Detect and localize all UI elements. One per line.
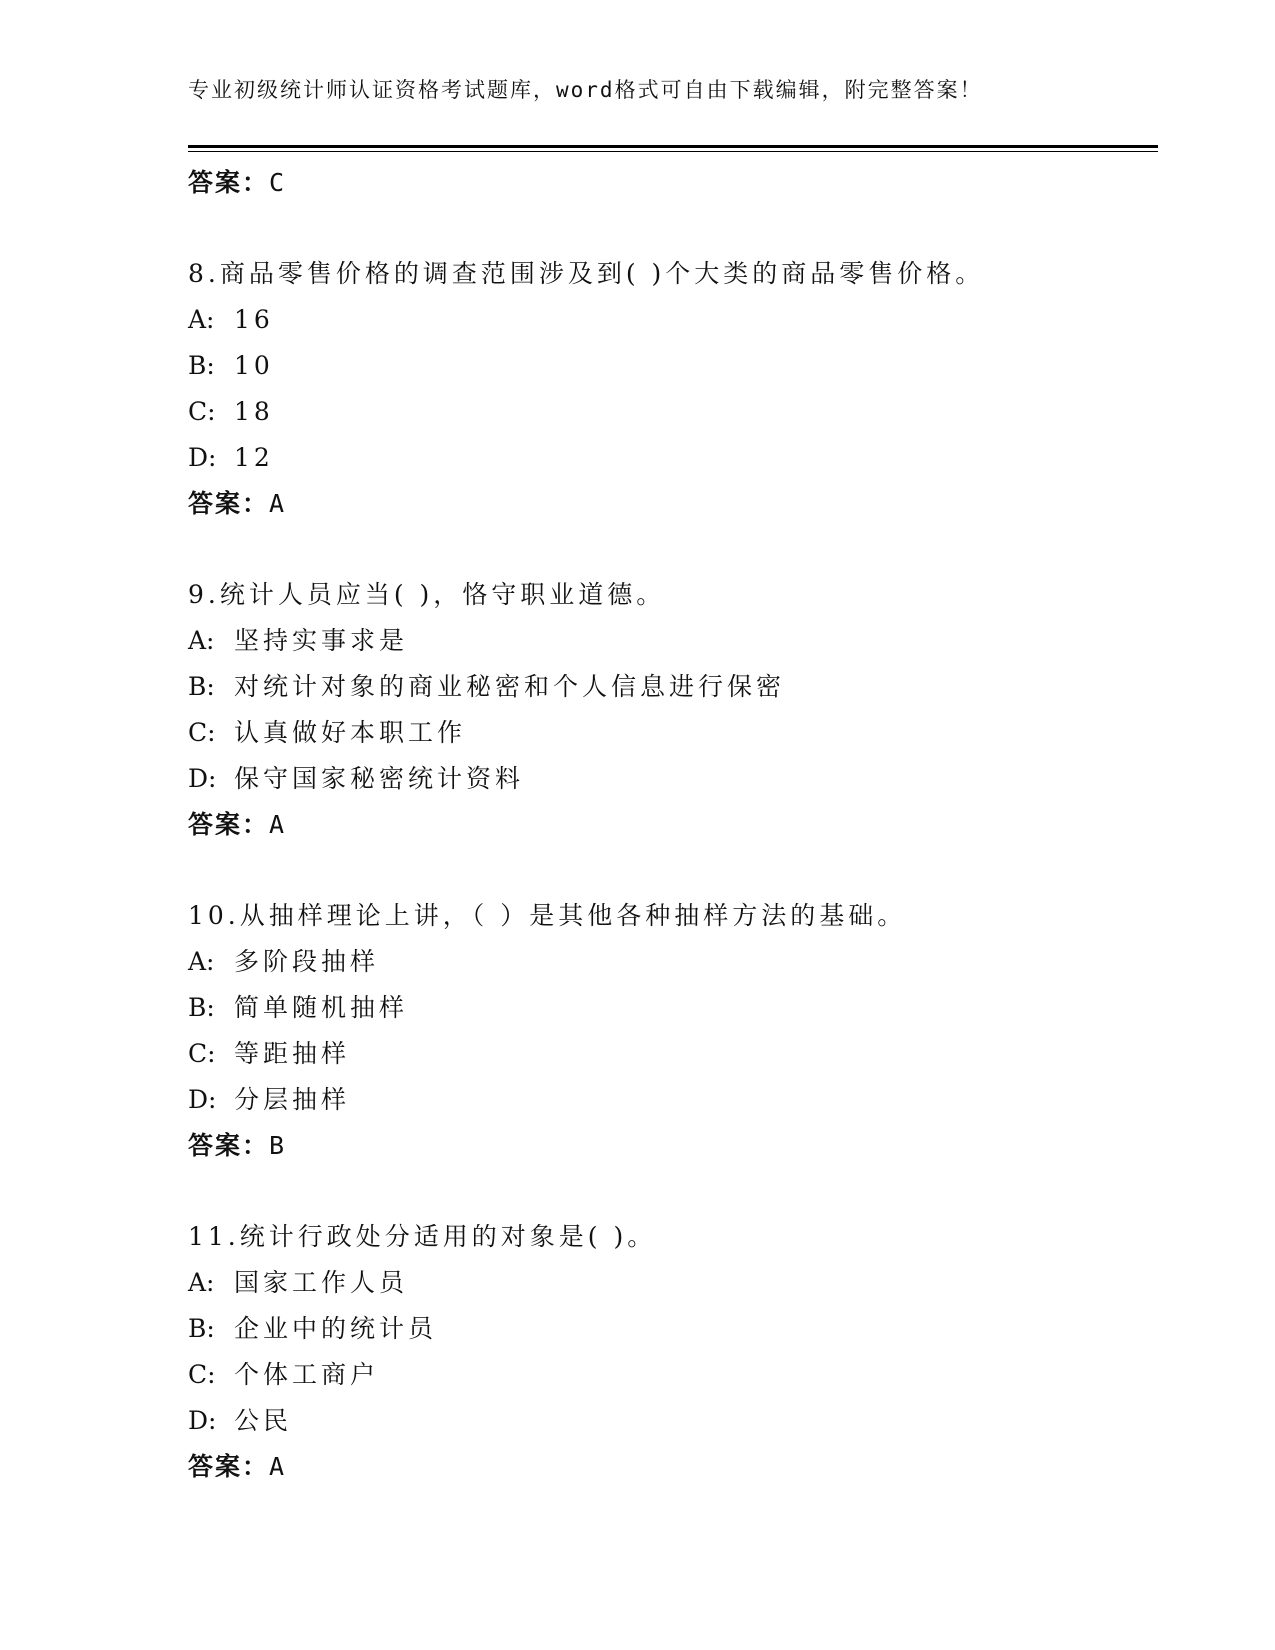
answer-line [188, 160, 1168, 206]
option-a [188, 618, 1168, 664]
option-label: B: [188, 993, 215, 1022]
option-d [188, 756, 1168, 802]
page-header: 专业初级统计师认证资格考试题库，word格式可自由下载编辑，附完整答案！ [188, 78, 983, 102]
option-label: A: [188, 947, 215, 976]
option-label: A: [188, 305, 215, 334]
answer-label: 答案： [188, 489, 270, 518]
option-label: A: [188, 1268, 215, 1297]
option-text: 分层抽样 [234, 1085, 351, 1114]
option-text: 18 [234, 397, 274, 426]
option-text: 坚持实事求是 [234, 626, 409, 655]
option-label: D: [188, 764, 217, 793]
option-label: C: [188, 1039, 216, 1068]
option-text: 10 [234, 351, 274, 380]
question-list [188, 160, 1168, 1490]
option-label: A: [188, 626, 215, 655]
answer-value: A [269, 489, 287, 518]
question-block [188, 572, 1168, 848]
question-block [188, 1214, 1168, 1490]
answer-value: A [269, 810, 287, 839]
answer-value: A [269, 1452, 287, 1481]
option-label: B: [188, 672, 215, 701]
option-b [188, 343, 1168, 389]
option-b [188, 985, 1168, 1031]
header-rule-thin [188, 151, 1158, 152]
option-text: 保守国家秘密统计资料 [234, 764, 525, 793]
option-text: 个体工商户 [234, 1360, 380, 1389]
option-a [188, 1260, 1168, 1306]
option-c [188, 1031, 1168, 1077]
option-text: 公民 [234, 1406, 293, 1435]
answer-line [188, 802, 1168, 848]
answer-label: 答案： [188, 810, 270, 839]
option-text: 认真做好本职工作 [234, 718, 467, 747]
option-c [188, 1352, 1168, 1398]
question-stem: 10.从抽样理论上讲，（ ）是其他各种抽样方法的基础。 [188, 901, 907, 930]
option-text: 简单随机抽样 [234, 993, 409, 1022]
option-label: B: [188, 1314, 215, 1343]
answer-label: 答案： [188, 1131, 270, 1160]
option-d [188, 1077, 1168, 1123]
option-d [188, 1398, 1168, 1444]
option-text: 企业中的统计员 [234, 1314, 438, 1343]
option-text: 多阶段抽样 [234, 947, 380, 976]
option-label: D: [188, 1085, 217, 1114]
option-text: 对统计对象的商业秘密和个人信息进行保密 [234, 672, 786, 701]
option-c [188, 710, 1168, 756]
option-label: B: [188, 351, 215, 380]
option-label: D: [188, 443, 217, 472]
answer-line [188, 1123, 1168, 1169]
option-a [188, 939, 1168, 985]
option-label: C: [188, 1360, 216, 1389]
option-b [188, 1306, 1168, 1352]
option-text: 等距抽样 [234, 1039, 351, 1068]
answer-label: 答案： [188, 1452, 270, 1481]
option-text: 12 [234, 443, 274, 472]
answer-value: C [269, 168, 287, 197]
option-label: C: [188, 718, 216, 747]
answer-line [188, 481, 1168, 527]
header-rule-thick [188, 145, 1158, 148]
question-stem: 9.统计人员应当( )，恪守职业道德。 [188, 580, 666, 609]
option-text: 国家工作人员 [234, 1268, 409, 1297]
question-block [188, 251, 1168, 527]
option-d [188, 435, 1168, 481]
answer-label: 答案： [188, 168, 270, 197]
option-label: D: [188, 1406, 217, 1435]
answer-value: B [269, 1131, 287, 1160]
question-stem: 11.统计行政处分适用的对象是( )。 [188, 1222, 657, 1251]
option-text: 16 [234, 305, 274, 334]
question-stem: 8.商品零售价格的调查范围涉及到( )个大类的商品零售价格。 [188, 259, 985, 288]
option-a [188, 297, 1168, 343]
option-c [188, 389, 1168, 435]
question-block [188, 893, 1168, 1169]
answer-line [188, 1444, 1168, 1490]
option-b [188, 664, 1168, 710]
option-label: C: [188, 397, 216, 426]
